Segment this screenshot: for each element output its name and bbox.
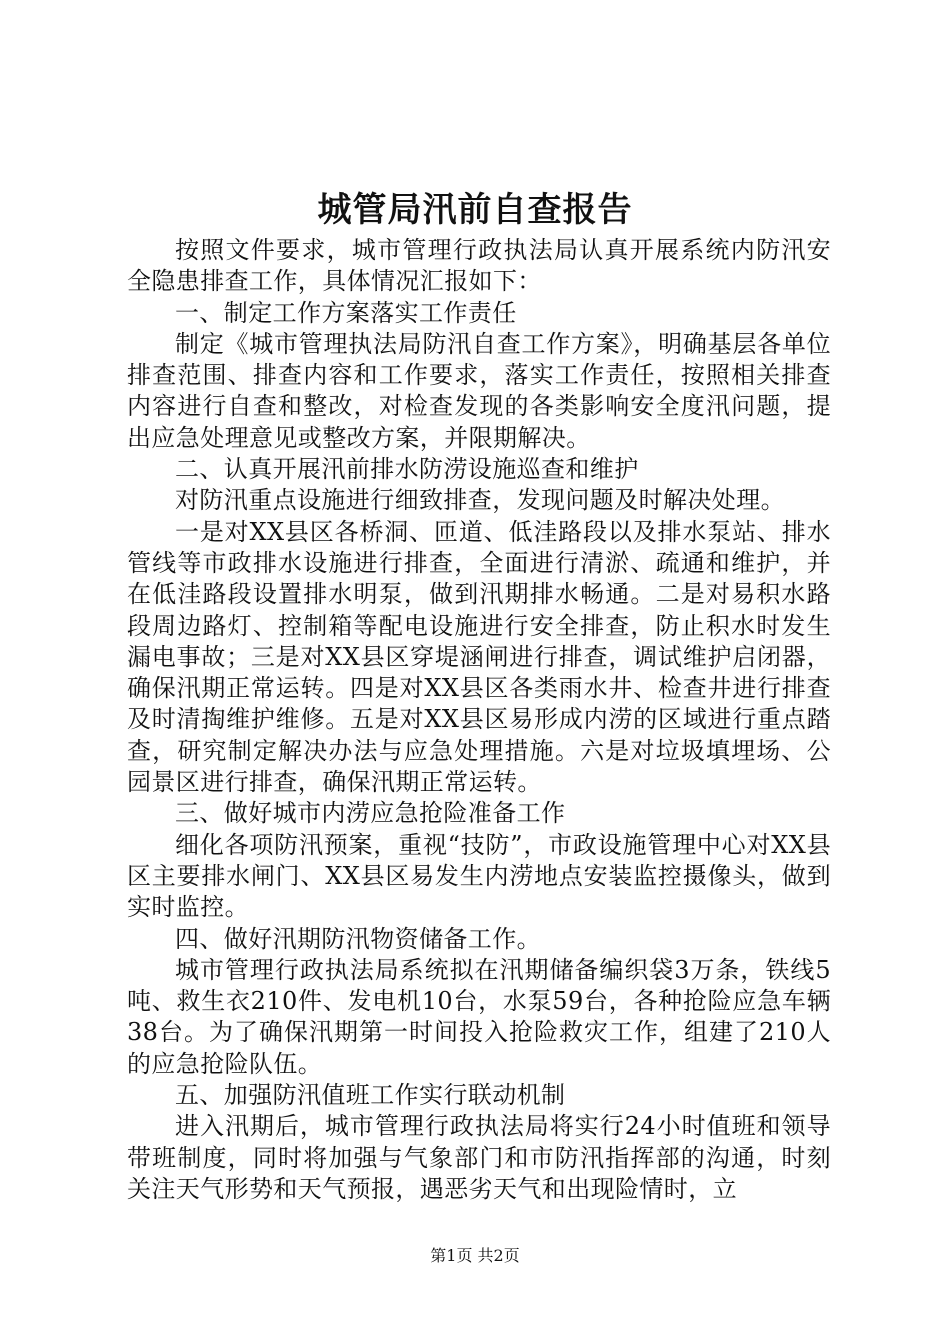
section-heading-2: 二、认真开展汛前排水防涝设施巡查和维护	[175, 455, 639, 484]
document-body	[127, 235, 831, 1205]
section-1-paragraph: 制定《城市管理执法局防汛自查工作方案》，明确基层各单位排查范围、排查内容和工作要求，落实工作责任，按照相关排查内容进行自查和整改，对检查发现的各类影响安全度汛问题，提出应急处理意见或整改方案，并限期解决。	[127, 329, 831, 452]
section-2-summary-paragraph: 对防汛重点设施进行细致排查，发现问题及时解决处理。	[175, 486, 785, 515]
section-heading-1: 一、制定工作方案落实工作责任	[175, 298, 517, 327]
section-3-paragraph: 细化各项防汛预案，重视“技防”，市政设施管理中心对XX县区主要排水闸门、XX县区易发生内涝地点安装监控摄像头，做到实时监控。	[127, 830, 831, 922]
section-4-paragraph: 城市管理行政执法局系统拟在汛期储备编织袋3万条，铁线5吨、救生衣210件、发电机10台，水泵59台，各种抢险应急车辆38台。为了确保汛期第一时间投入抢险救灾工作，组建了210人的应急抢险队伍。	[127, 955, 831, 1078]
section-heading-4: 四、做好汛期防汛物资储备工作。	[175, 924, 541, 953]
section-heading-3: 三、做好城市内涝应急抢险准备工作	[175, 799, 566, 828]
page-footer: 第1页 共2页	[430, 1246, 520, 1265]
section-5-paragraph: 进入汛期后，城市管理行政执法局将实行24小时值班和领导带班制度，同时将加强与气象部门和市防汛指挥部的沟通，时刻关注天气形势和天气预报，遇恶劣天气和出现险情时，立	[127, 1112, 831, 1203]
section-2-detail-paragraph: 一是对XX县区各桥洞、匝道、低洼路段以及排水泵站、排水管线等市政排水设施进行排查，全面进行清淤、疏通和维护，并在低洼路段设置排水明泵，做到汛期排水畅通。二是对易积水路段周边路灯、控制箱等配电设施进行安全排查，防止积水时发生漏电事故；三是对XX县区穿堤涵闸进行排查，调试维护启闭器，确保汛期正常运转。四是对XX县区各类雨水井、检查井进行排查及时清掏维护维修。五是对XX县区易形成内涝的区域进行重点踏查，研究制定解决办法与应急处理措施。六是对垃圾填埋场、公园景区进行排查，确保汛期正常运转。	[127, 517, 831, 797]
section-heading-5: 五、加强防汛值班工作实行联动机制	[175, 1081, 566, 1110]
intro-paragraph: 按照文件要求，城市管理行政执法局认真开展系统内防汛安全隐患排查工作，具体情况汇报如下：	[127, 236, 831, 296]
document-title: 城管局汛前自查报告	[317, 190, 633, 230]
